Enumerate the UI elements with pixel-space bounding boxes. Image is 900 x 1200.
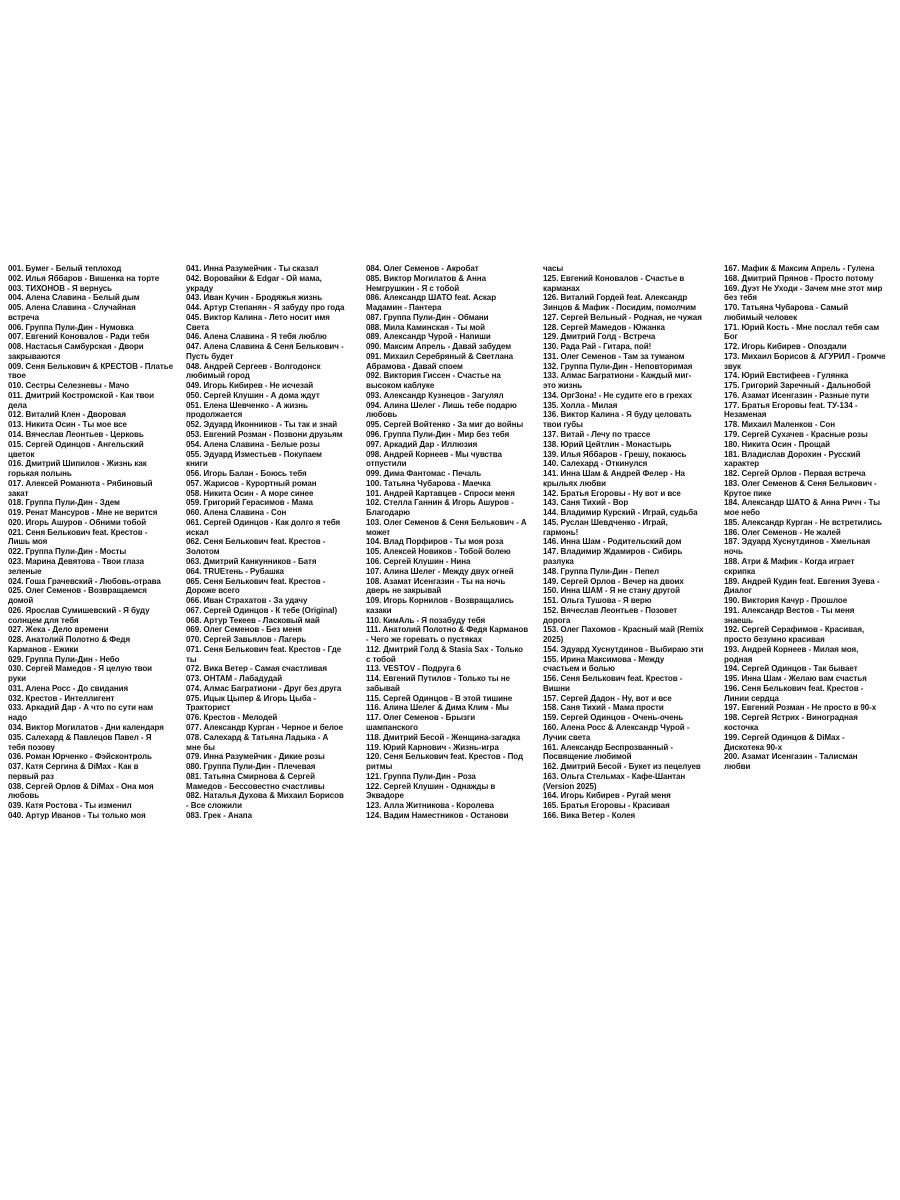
track-line: 139. Илья Яббаров - Грешу, покаюсь <box>543 449 687 459</box>
track-line: Мадамин - Пантера <box>366 303 442 313</box>
track-line: 095. Сергей Войтенко - За миг до войны <box>366 420 524 430</box>
track-line: Немгрушкин - Я с тобой <box>366 283 460 293</box>
track-line: 129. Дмитрий Голд - Встреча <box>543 332 656 342</box>
track-line: 093. Александр Кузнецов - Загулял <box>366 390 504 400</box>
track-line: Золотом <box>186 547 220 557</box>
track-line: 158. Саня Тихий - Мама прости <box>543 703 664 713</box>
track-line: 190. Виктория Качур - Прошлое <box>724 596 848 606</box>
track-line: 048. Андрей Сергеев - Волгодонск <box>186 361 321 371</box>
track-line: 2025) <box>543 635 564 645</box>
track-line: с тобой <box>366 654 396 664</box>
track-line: любви <box>724 762 751 772</box>
track-line: 028. Анатолий Полотно & Федя <box>8 635 131 645</box>
track-line: твои губы <box>543 420 583 430</box>
track-line: Крутое пике <box>724 488 772 498</box>
track-line: 140. Салехард - Откинулся <box>543 459 648 469</box>
track-line: 042. Воровайки & Edgar - Ой мама, <box>186 273 322 283</box>
track-line: 081. Татьяна Смирнова & Сергей <box>186 771 315 781</box>
track-line: 169. Дуэт Не Уходи - Зачем мне этот мир <box>724 283 883 293</box>
track-line: - Чего же горевать о пустяках <box>366 635 482 645</box>
track-line: 080. Группа Пули-Дин - Плечевая <box>186 762 316 772</box>
track-line: 195. Инна Шам - Желаю вам счастья <box>724 674 867 684</box>
track-line: 156. Сеня Белькович feat. Крестов - <box>543 674 683 684</box>
track-line: 054. Алена Славина - Белые розы <box>186 439 320 449</box>
track-line: 142. Братья Егоровы - Ну вот и все <box>543 488 681 498</box>
track-line: 018. Группа Пули-Дин - Здем <box>8 498 120 508</box>
track-line: 164. Игорь Кибирев - Ругай меня <box>543 791 671 801</box>
track-line: 050. Сергей Клушин - А дома ждут <box>186 390 320 400</box>
track-line: Бог <box>724 332 738 342</box>
track-line: Света <box>186 322 210 332</box>
track-line: ночь <box>724 547 743 557</box>
track-line: 189. Андрей Кудин feat. Евгения Зуева - <box>724 576 880 586</box>
track-line: 089. Александр Чурой - Напиши <box>366 332 491 342</box>
track-line: 181. Владислав Дорохин - Русский <box>724 449 861 459</box>
track-line: 173. Михаил Борисов & АГУРИЛ - Громче <box>724 351 886 361</box>
track-line: 023. Марина Девятова - Твои глаза <box>8 556 144 566</box>
track-column-4 <box>543 264 704 821</box>
track-line: 100. Татьяна Чубарова - Маечка <box>366 478 491 488</box>
track-line: 003. ТИХОНОВ - Я вернусь <box>8 283 113 293</box>
track-line: 013. Никита Осин - Ты мое все <box>8 420 127 430</box>
track-line: 078. Салехард & Татьяна Ладыка - А <box>186 732 329 742</box>
track-line: 020. Игорь Ашуров - Обними тобой <box>8 517 147 527</box>
track-line: книги <box>186 459 208 469</box>
track-line: 034. Виктор Могилатов - Дни календаря <box>8 722 164 732</box>
track-line: 148. Группа Пули-Дин - Пепел <box>543 566 660 576</box>
track-line: 199. Сергей Одинцов & DiMax - <box>724 732 845 742</box>
track-line: без тебя <box>724 293 757 303</box>
track-line: 022. Группа Пули-Дин - Мосты <box>8 547 127 557</box>
track-line: 045. Виктор Калина - Лето носит имя <box>186 312 330 322</box>
track-line: 015. Сергей Одинцов - Ангельский <box>8 439 144 449</box>
track-line: 053. Евгений Розман - Позвони друзьям <box>186 430 343 440</box>
track-line: 067. Сергей Одинцов - К тебе (Original) <box>186 605 338 615</box>
track-line: 138. Юрий Цейтлин - Монастырь <box>543 439 672 449</box>
track-line: 060. Алена Славина - Сон <box>186 508 287 518</box>
track-column-2 <box>186 264 344 821</box>
track-line: Тракторист <box>186 703 231 713</box>
track-line: 009. Сеня Белькович & КРЕСТОВ - Платье <box>8 361 174 371</box>
track-line: 070. Сергей Завьялов - Лагерь <box>186 635 307 645</box>
track-line: 027. Жека - Дело времени <box>8 625 109 635</box>
track-line: мое небо <box>724 508 760 518</box>
track-line: счастьем и болью <box>543 664 615 674</box>
track-line: 094. Алина Шелег - Лишь тебе подарю <box>366 400 517 410</box>
track-line: 157. Сергей Дадон - Ну, вот и все <box>543 693 672 703</box>
track-line: Благодарю <box>366 508 411 518</box>
track-line: 005. Алена Славина - Случайная <box>8 303 136 313</box>
track-line: первый раз <box>8 771 54 781</box>
track-line: 106. Сергей Клушин - Нина <box>366 556 471 566</box>
track-line: Вишни <box>543 683 570 693</box>
track-line: 021. Сеня Белькович feat. Крестов - <box>8 527 148 537</box>
track-line: 072. Вика Ветер - Самая счастливая <box>186 664 327 674</box>
track-line: 001. Бумеr - Белый теплоход <box>8 264 122 273</box>
track-line: 122. Сергей Клушин - Однажды в <box>366 781 496 791</box>
track-line: 188. Атри & Мафик - Когда играет <box>724 556 855 566</box>
track-line: цветок <box>8 449 35 459</box>
track-line: 125. Евгений Коновалов - Счастье в <box>543 273 685 283</box>
track-line: это жизнь <box>543 381 583 391</box>
track-line: 097. Аркадий Дар - Иллюзия <box>366 439 478 449</box>
track-line: Абрамова - Давай споем <box>366 361 463 371</box>
track-line: (Version 2025) <box>543 781 597 791</box>
track-line: 046. Алена Славина - Я тебя люблю <box>186 332 327 342</box>
track-line: 150. Инна ШАМ - Я не стану другой <box>543 586 680 596</box>
track-line: 114. Евгений Путилов - Только ты не <box>366 674 510 684</box>
track-line: продолжается <box>186 410 243 420</box>
track-line: 025. Олег Семенов - Возвращаемся <box>8 586 147 596</box>
track-line: 038. Сергей Орлов & DiMax - Она моя <box>8 781 154 791</box>
track-line: любовь <box>8 791 40 801</box>
track-line: 030. Сергей Мамедов - Я целую твои <box>8 664 153 674</box>
track-column-5 <box>724 264 886 772</box>
track-line: ритмы <box>366 762 393 772</box>
track-line: 086. Александр ШАТО feat. Аскар <box>366 293 497 303</box>
track-line: карманах <box>543 283 580 293</box>
track-line: 026. Ярослав Сумишевский - Я буду <box>8 605 150 615</box>
track-line: 044. Артур Степанян - Я забуду про года <box>186 303 345 313</box>
track-line: отпустили <box>366 459 407 469</box>
track-line: 118. Дмитрий Бесой - Женщина-загадка <box>366 732 521 742</box>
track-line: 178. Михаил Маленков - Сон <box>724 420 835 430</box>
track-line: 069. Олег Семенов - Без меня <box>186 625 302 635</box>
track-line: 196. Сеня Белькович feat. Крестов - <box>724 683 864 693</box>
track-line: просто безумно красивая <box>724 635 825 645</box>
track-line: 149. Сергей Орлов - Вечер на двоих <box>543 576 684 586</box>
track-line: 167. Мафик & Максим Апрель - Гулена <box>724 264 875 273</box>
track-line: 128. Сергей Мамедов - Южанка <box>543 322 665 332</box>
track-line: 131. Олег Семенов - Там за туманом <box>543 351 685 361</box>
track-line: 165. Братья Егоровы - Красивая <box>543 801 670 811</box>
track-line: 117. Олег Семенов - Брызги <box>366 713 476 723</box>
track-line: - Все сложили <box>186 801 242 811</box>
track-line: крыльях любви <box>543 478 606 488</box>
track-line: 103. Олег Семенов & Сеня Белькович - А <box>366 517 527 527</box>
track-line: 065. Сеня Белькович feat. Крестов - <box>186 576 326 586</box>
track-line: 123. Алла Житникова - Королева <box>366 801 494 811</box>
track-line: 056. Игорь Балан - Боюсь тебя <box>186 469 307 479</box>
track-line: 175. Григорий Заречный - Дальнобой <box>724 381 871 391</box>
track-line: казаки <box>366 605 392 615</box>
track-line: 082. Наталья Духова & Михаил Борисов <box>186 791 344 801</box>
track-line: Мамедов - Бессовестно счастливы <box>186 781 325 791</box>
track-line: Эквадоре <box>366 791 404 801</box>
track-line: разлука <box>543 556 574 566</box>
track-line: 041. Инна Разумейчик - Ты сказал <box>186 264 319 273</box>
track-line: 090. Максим Апрель - Давай забудем <box>366 342 512 352</box>
track-line: 006. Группа Пули-Дин - Нумовка <box>8 322 134 332</box>
track-line: 135. Холла - Милая <box>543 400 618 410</box>
track-line: скрипка <box>724 566 756 576</box>
track-line: 019. Ренат Мансуров - Мне не верится <box>8 508 158 518</box>
track-line: 002. Илья Яббаров - Вишенка на торте <box>8 273 160 283</box>
track-line: 134. ОргЗона! - Не судите его в грехах <box>543 390 692 400</box>
track-line: 121. Группа Пули-Дин - Роза <box>366 771 476 781</box>
track-line: 152. Вячеслав Леонтьев - Позовет <box>543 605 678 615</box>
track-line: 059. Григорий Герасимов - Мама <box>186 498 313 508</box>
track-line: 113. VESTOV - Подруга 6 <box>366 664 461 674</box>
track-line: 166. Вика Ветер - Колея <box>543 810 636 820</box>
track-line: 092. Виктория Гиссен - Счастье на <box>366 371 501 381</box>
track-line: 145. Руслан Шевдченко - Играй, <box>543 517 668 527</box>
track-line: домой <box>8 596 34 606</box>
track-line: 170. Татьяна Чубарова - Самый <box>724 303 849 313</box>
track-line: 127. Сергей Вельный - Родная, не чужая <box>543 312 702 322</box>
track-line: твое <box>8 371 26 381</box>
track-line: 008. Настасья Самбурская - Двори <box>8 342 144 352</box>
track-line: 075. Ицык Цыпер & Игорь Цыба - <box>186 693 316 703</box>
track-line: 141. Инна Шам & Андрей Фелер - На <box>543 469 685 479</box>
track-line: 162. Дмитрий Бесой - Букет из пецелуев <box>543 762 701 772</box>
track-line: 163. Ольга Стельмах - Кафе-Шантан <box>543 771 686 781</box>
track-line: 191. Александр Вестов - Ты меня <box>724 605 855 615</box>
track-line: знаешь <box>724 615 753 625</box>
track-line: 197. Евгений Розман - Не просто в 90-х <box>724 703 877 713</box>
track-line: 192. Сергей Серафимов - Красивая, <box>724 625 865 635</box>
track-line: 087. Группа Пули-Дин - Обмани <box>366 312 489 322</box>
track-line: 101. Андрей Картавцев - Спроси меня <box>366 488 515 498</box>
track-line: 007. Евгений Коновалов - Ради тебя <box>8 332 150 342</box>
track-line: 130. Рада Рай - Гитара, пой! <box>543 342 652 352</box>
track-line: 154. Эдуард Хуснутдинов - Выбираю эти <box>543 644 704 654</box>
track-line: звук <box>724 361 741 371</box>
track-line: любимый человек <box>724 312 798 322</box>
track-line: надо <box>8 713 28 723</box>
track-line: 047. Алена Славина & Сеня Белькович - <box>186 342 344 352</box>
track-line: 098. Андрей Корнеев - Мы чувства <box>366 449 502 459</box>
track-line: 182. Сергей Орлов - Первая встреча <box>724 469 866 479</box>
track-line: 071. Сеня Белькович feat. Крестов - Где <box>186 644 342 654</box>
track-line: дорога <box>543 615 571 625</box>
track-line: Лучик света <box>543 732 591 742</box>
track-line: Карманов - Ежики <box>8 644 79 654</box>
track-line: шампанского <box>366 722 418 732</box>
track-line: 031. Алена Росс - До свидания <box>8 683 129 693</box>
track-line: 062. Сеня Белькович feat. Крестов - <box>186 537 326 547</box>
track-line: 172. Игорь Кибирев - Опоздали <box>724 342 847 352</box>
track-line: 085. Виктор Могилатов & Анна <box>366 273 486 283</box>
track-line: 096. Группа Пули-Дин - Мир без тебя <box>366 430 510 440</box>
track-line: косточка <box>724 722 759 732</box>
track-line: 040. Артур Иванов - Ты только моя <box>8 810 146 820</box>
track-line: 052. Эдуард Иконников - Ты так и знай <box>186 420 338 430</box>
track-line: высоком каблуке <box>366 381 435 391</box>
track-line: 147. Владимир Ждамиров - Сибирь <box>543 547 683 557</box>
track-line: 099. Дима Фантомас - Печаль <box>366 469 482 479</box>
track-line: 180. Никита Осин - Прощай <box>724 439 831 449</box>
track-line: 171. Юрий Кость - Мне послал тебя сам <box>724 322 880 332</box>
track-line: 063. Дмитрий Канкунников - Батя <box>186 556 317 566</box>
track-line: 153. Олег Пахомов - Красный май (Remix <box>543 625 704 635</box>
track-line: 049. Игорь Кибирев - Не исчезай <box>186 381 314 391</box>
track-line: 079. Инна Разумейчик - Дикие розы <box>186 752 325 762</box>
track-line: 115. Сергей Одинцов - В этой тишине <box>366 693 513 703</box>
track-line: Незаменая <box>724 410 767 420</box>
track-line: 107. Алина Шелег - Между двух огней <box>366 566 514 576</box>
track-line: 126. Виталий Гордей feat. Александр <box>543 293 688 303</box>
track-line: 037. Катя Сергина & DiMax - Как в <box>8 762 139 772</box>
track-line: 105. Алексей Новиков - Тобой болею <box>366 547 511 557</box>
track-line: 132. Группа Пули-Дин - Неповторимая <box>543 361 693 371</box>
track-line: гармонь! <box>543 527 579 537</box>
track-line: 036. Роман Юрченко - Фэйсконтроль <box>8 752 152 762</box>
track-line: дверь не закрывай <box>366 586 442 596</box>
track-line: 120. Сеня Белькович feat. Крестов - Под <box>366 752 524 762</box>
track-line: закрываются <box>8 351 61 361</box>
track-line: 055. Эдуард Изместьев - Покупаем <box>186 449 322 459</box>
track-line: часы <box>543 264 564 273</box>
track-list-sheet <box>0 264 900 944</box>
track-line: ты <box>186 654 197 664</box>
track-line: 155. Ирина Максимова - Между <box>543 654 665 664</box>
track-line: 194. Сергей Одинцов - Так бывает <box>724 664 858 674</box>
track-line: 104. Влад Порфиров - Ты моя роза <box>366 537 504 547</box>
track-line: 016. Дмитрий Шипилов - Жизнь как <box>8 459 147 469</box>
track-line: 112. Дмитрий Голд & Stasia Sax - Только <box>366 644 523 654</box>
track-line: 159. Сергей Одинцов - Очень-очень <box>543 713 684 723</box>
track-line: 176. Азамат Исенгазин - Разные пути <box>724 390 870 400</box>
track-line: украду <box>186 283 214 293</box>
track-line: 174. Юрий Евстифеев - Гулянка <box>724 371 849 381</box>
track-line: Диалог <box>724 586 752 596</box>
track-line: 073. ОНТАМ - Лабадудай <box>186 674 283 684</box>
track-line: 057. Жарисов - Курортный роман <box>186 478 317 488</box>
track-line: 032. Крестов - Интеллигент <box>8 693 115 703</box>
track-line: 029. Группа Пули-Дин - Небо <box>8 654 120 664</box>
track-line: 160. Алена Росс & Александр Чурой - <box>543 722 690 732</box>
track-line: 088. Мила Каминская - Ты мой <box>366 322 485 332</box>
track-line: 011. Дмитрий Костромской - Как твои <box>8 390 154 400</box>
track-line: 124. Вадим Наместников - Останови <box>366 810 509 820</box>
track-line: 061. Сергей Одинцов - Как долго я тебя <box>186 517 341 527</box>
track-line: мне бы <box>186 742 215 752</box>
track-line: зеленые <box>8 566 42 576</box>
track-line: Линии сердца <box>724 693 779 703</box>
track-line: 066. Иван Страхатов - За удачу <box>186 596 308 606</box>
track-line: 033. Аркадий Дар - А что по сути нам <box>8 703 154 713</box>
track-line: может <box>366 527 391 537</box>
track-line: Посвящение любимой <box>543 752 632 762</box>
track-line: 091. Михаил Серебряный & Светлана <box>366 351 514 361</box>
track-line: Дороже всего <box>186 586 240 596</box>
track-line: горькая полынь <box>8 469 72 479</box>
track-line: 161. Александр Беспрозванный - <box>543 742 673 752</box>
track-line: 116. Алина Шелег & Дима Клим - Мы <box>366 703 509 713</box>
track-line: дела <box>8 400 27 410</box>
track-line: солнцем для тебя <box>8 615 79 625</box>
track-line: встреча <box>8 312 39 322</box>
track-line: 077. Александр Курган - Черное и белое <box>186 722 344 732</box>
track-line: Зинцов & Мафик - Посидим, помолчим <box>543 303 696 313</box>
track-line: 168. Дмитрий Прянов - Просто потому <box>724 273 874 283</box>
track-line: любовь <box>366 410 398 420</box>
track-line: 183. Олег Семенов & Сеня Белькович - <box>724 478 877 488</box>
track-line: 039. Катя Ростова - Ты изменил <box>8 801 132 811</box>
track-line: 179. Сергей Сухачев - Красные розы <box>724 430 868 440</box>
track-line: 200. Азамат Исенгазин - Талисман <box>724 752 858 762</box>
track-line: 184. Александр ШАТО & Анна Ричч - Ты <box>724 498 881 508</box>
track-line: 074. Алмас Багратиони - Друг без друга <box>186 683 342 693</box>
track-line: 136. Виктор Калина - Я буду целовать <box>543 410 692 420</box>
track-line: 177. Братья Егоровы feat. ТУ-134 - <box>724 400 858 410</box>
track-line: Пусть будет <box>186 351 234 361</box>
track-line: 143. Саня Тихий - Вор <box>543 498 629 508</box>
track-line: тебя позову <box>8 742 55 752</box>
track-column-1 <box>8 264 173 821</box>
track-line: искал <box>186 527 209 537</box>
track-line: 058. Никита Осин - А море синее <box>186 488 314 498</box>
track-line: 064. TRUEтень - Рубашка <box>186 566 284 576</box>
track-line: 146. Инна Шам - Родительский дом <box>543 537 682 547</box>
track-line: Лишь моя <box>8 537 48 547</box>
track-line: 137. Витай - Лечу по трассе <box>543 430 651 440</box>
track-line: 108. Азамат Исенгазин - Ты на ночь <box>366 576 506 586</box>
track-line: 024. Гоша Грачевский - Любовь-отрава <box>8 576 161 586</box>
track-line: 133. Алмас Багратиони - Каждый миг- <box>543 371 692 381</box>
track-line: характер <box>724 459 760 469</box>
track-line: Дискотека 90-х <box>724 742 783 752</box>
track-line: 111. Анатолий Полотно & Федя Карманов <box>366 625 529 635</box>
track-line: 017. Алексей Романюта - Рябиновый <box>8 478 153 488</box>
track-line: 186. Олег Семенов - Не жалей <box>724 527 841 537</box>
track-line: 014. Вячеслав Леонтьев - Церковь <box>8 430 144 440</box>
track-line: закат <box>8 488 29 498</box>
track-line: 035. Салехард & Павлецов Павел - Я <box>8 732 152 742</box>
track-line: 083. Грек - Анапа <box>186 810 252 820</box>
track-line: руки <box>8 674 26 684</box>
track-line: 068. Артур Текеев - Ласковый май <box>186 615 320 625</box>
track-line: 185. Александр Курган - Не встретились <box>724 517 882 527</box>
track-line: 110. КимАль - Я позабуду тебя <box>366 615 486 625</box>
track-line: 051. Елена Шевченко - А жизнь <box>186 400 308 410</box>
track-line: любимый город <box>186 371 250 381</box>
track-line: 012. Виталий Клен - Дворовая <box>8 410 126 420</box>
track-line: забывай <box>366 683 400 693</box>
track-line: 004. Алена Славина - Белый дым <box>8 293 140 303</box>
track-line: 193. Андрей Корнеев - Милая моя, <box>724 644 859 654</box>
track-line: 187. Эдуард Хуснутдинов - Хмельная <box>724 537 871 547</box>
track-line: 102. Стелла Ганнин & Игорь Ашуров - <box>366 498 514 508</box>
track-line: 144. Владимир Курский - Играй, судьба <box>543 508 698 518</box>
track-column-3 <box>366 264 528 821</box>
track-line: 119. Юрий Карнович - Жизнь-игра <box>366 742 499 752</box>
track-line: родная <box>724 654 753 664</box>
track-line: 109. Игорь Корнилов - Возвращались <box>366 596 514 606</box>
track-line: 198. Сергей Ястрих - Виноградная <box>724 713 858 723</box>
track-line: 010. Сестры Селезневы - Мачо <box>8 381 130 391</box>
track-line: 151. Ольга Тушова - Я верю <box>543 596 652 606</box>
track-line: 084. Олег Семенов - Акробат <box>366 264 479 273</box>
track-line: 043. Иван Кучин - Бродяжья жизнь <box>186 293 323 303</box>
track-line: 076. Крестов - Мелодей <box>186 713 278 723</box>
